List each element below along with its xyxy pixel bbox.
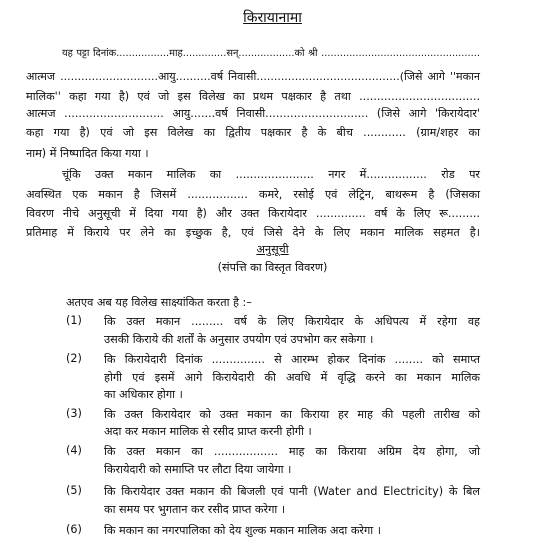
clause-2-line-1: कि किरायेदारी दिनांक ............... से आरम्भ होकर दिनांक ........ को समाप्त — [104, 353, 480, 366]
preamble-line-4: आत्मज ............................ आयु.......वर्ष निवासी............................. (जिसे आगे 'किरायेदार' — [26, 107, 480, 120]
preamble-line-5: कहा गया है) एवं जो इस विलेख का द्वितीय पक्षकार है के बीच ............ (ग्राम/शहर का — [26, 126, 480, 139]
preamble-line-3: मालिक'' कहा गया है) एवं जो इस विलेख का प्रथम पक्षकार है तथा .................................. — [26, 90, 480, 103]
preamble-line-6: नाम) में निष्पादित किया गया । — [26, 147, 149, 160]
recital-line-3: विवरण नीचे अनुसूची में दिया गया है) और उक्त किरायेदार .............. वर्ष के लिए रू......... — [26, 207, 480, 220]
attestation-line: अतएव अब यह विलेख साक्ष्यांकित करता है :– — [66, 296, 252, 309]
recital-line-1: चूंकि उक्त मकान मालिक का ...................... नगर में................. रोड पर — [62, 168, 480, 181]
clause-5-line-1: कि किरायेदार उक्त मकान की बिजली एवं पानी (Water and Electricity) के बिल — [104, 485, 480, 498]
recital-line-4: प्रतिमाह में किराये पर लेने का इच्छुक है, एवं जिसे देने के लिए मकान मालिक सहमत है। — [26, 226, 480, 239]
clause-number-3: (3) — [66, 407, 82, 420]
schedule-heading: अनुसूची — [256, 243, 289, 256]
clause-6-line-1: कि मकान का नगरपालिका को देय शुल्क मकान मालिक अदा करेगा । — [104, 524, 381, 537]
clause-3-line-1: कि उक्त किरायेदार को उक्त मकान का किराया हर माह की पहली तारीख को — [104, 408, 480, 421]
preamble-line-2: आत्मज ............................आयु..........वर्ष निवासी.........................................(जिसे आगे ''मकान — [26, 70, 480, 83]
clause-1-line-2: उसकी किराये की शर्तों के अनुसार उपयोग एवं उपभोग कर सकेगा । — [104, 333, 374, 346]
clause-number-2: (2) — [66, 352, 82, 365]
clause-2-line-2: होगी एवं इसमें आगे किरायेदारी की अवधि में वृद्धि करने का मकान मालिक — [104, 371, 480, 384]
schedule-subheading: (संपत्ति का विस्तृत विवरण) — [217, 261, 328, 274]
clause-4-line-1: कि उक्त मकान का .................. माह का किराया अग्रिम देय होगा, जो — [104, 445, 480, 458]
clause-4-line-2: किरायेदारी को समाप्ति पर लौटा दिया जायेगा । — [104, 463, 292, 476]
clause-3-line-2: अदा कर मकान मालिक से रसीद प्राप्त करनी होगी । — [104, 425, 312, 438]
preamble-line-1: यह पट्टा दिनांक.................माह..............सन्..................को श्री ................................................... — [62, 48, 480, 59]
clause-number-4: (4) — [66, 444, 82, 457]
clause-number-6: (6) — [66, 523, 82, 536]
clause-number-5: (5) — [66, 484, 82, 497]
recital-line-2: अवस्थित एक मकान है जिसमें ................. कमरे, रसोई एवं लेट्रिन, बाथरूम है (जिसका — [26, 188, 480, 201]
clause-5-line-2: का समय पर भुगतान कर रसीद प्राप्त करेगा । — [104, 503, 286, 516]
document-title: किरायानामा — [243, 10, 302, 26]
clause-1-line-1: कि उक्त मकान ......... वर्ष के लिए किरायेदार के अधिपत्य में रहेगा वह — [104, 315, 480, 328]
clause-2-line-3: का अधिकार होगा । — [104, 388, 183, 401]
clause-number-1: (1) — [66, 314, 82, 327]
